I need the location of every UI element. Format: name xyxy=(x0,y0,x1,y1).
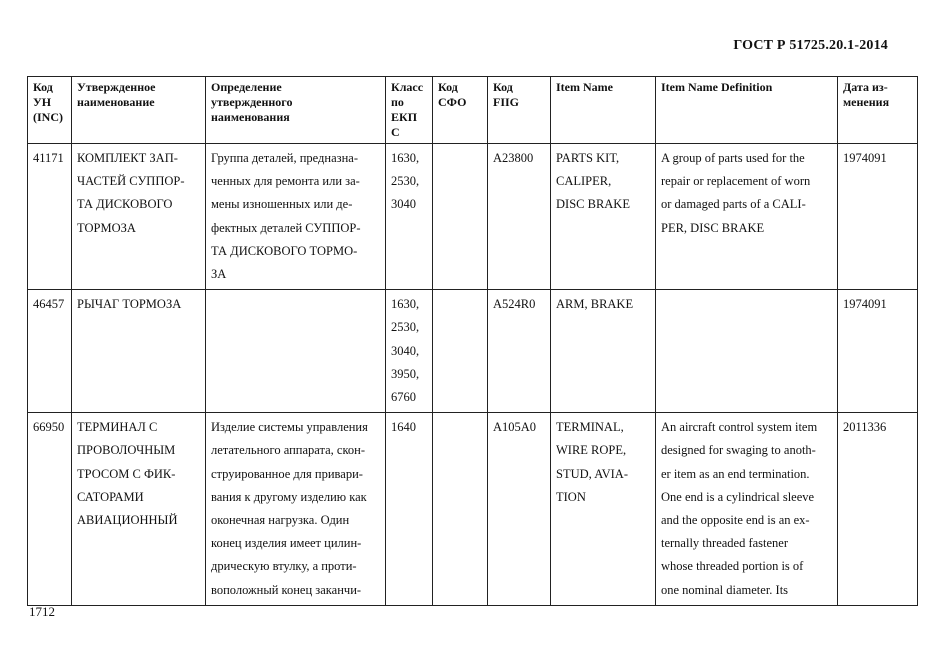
text-line: ЕКП xyxy=(391,110,418,124)
text-line: and the opposite end is an ex- xyxy=(661,513,810,528)
table-row xyxy=(28,290,918,413)
text-line: 3040 xyxy=(391,197,416,212)
text-line: An aircraft control system item xyxy=(661,420,818,435)
text-line: по xyxy=(391,95,404,109)
text-line: 1630, xyxy=(391,297,420,312)
cell-approved-name xyxy=(72,290,206,413)
text-line: фектных деталей СУППОР- xyxy=(211,220,361,235)
text-line: Item Name xyxy=(556,80,613,94)
text-line: A group of parts used for the xyxy=(661,151,805,165)
text-line: Item Name Definition xyxy=(661,80,773,94)
text-line: PER, DISC BRAKE xyxy=(661,220,765,235)
header-inc-code xyxy=(28,77,72,144)
header-approved-name xyxy=(72,77,206,144)
text-line: One end is a cylindrical sleeve xyxy=(661,489,815,504)
text-line: Дата из- xyxy=(843,80,888,94)
cell-inc: 46457 xyxy=(28,290,72,413)
text-line: ПРОВОЛОЧНЫМ xyxy=(77,443,176,458)
text-line: ТОРМОЗА xyxy=(77,220,136,235)
text-line: TERMINAL, xyxy=(556,420,624,435)
text-line: струированное для привари- xyxy=(211,466,363,481)
text-line: С xyxy=(391,125,400,139)
table-row xyxy=(28,144,918,290)
text-line: ТРОСОМ С ФИК- xyxy=(77,466,176,481)
text-line: оконечная нагрузка. Один xyxy=(211,513,350,528)
cell-change-date: 1974091 xyxy=(838,290,918,413)
text-line: designed for swaging to anoth- xyxy=(661,443,816,458)
cell-item-name xyxy=(551,290,656,413)
text-line: КОМПЛЕКТ ЗАП- xyxy=(77,151,178,165)
text-line: FIIG xyxy=(493,95,520,109)
text-line: whose threaded portion is of xyxy=(661,559,804,574)
text-line: ТА ДИСКОВОГО ТОРМО- xyxy=(211,243,358,258)
header-item-name-definition xyxy=(656,77,838,144)
text-line: or damaged parts of a CALI- xyxy=(661,197,806,212)
text-line: ТА ДИСКОВОГО xyxy=(77,197,173,212)
catalog-table xyxy=(27,76,918,606)
text-line: дрическую втулку, а проти- xyxy=(211,559,357,574)
header-name-definition xyxy=(206,77,386,144)
text-line: repair or replacement of worn xyxy=(661,174,811,189)
table-header-row xyxy=(28,77,918,144)
text-line: наименования xyxy=(211,110,290,124)
cell-fiig-code: A105A0 xyxy=(488,413,551,606)
header-fiig-code xyxy=(488,77,551,144)
header-sfo-code xyxy=(433,77,488,144)
text-line: TION xyxy=(556,489,586,504)
cell-item-definition xyxy=(656,144,838,290)
cell-ekps-class xyxy=(386,144,433,290)
cell-ekps-class xyxy=(386,413,433,606)
text-line: CALIPER, xyxy=(556,174,612,189)
table-row xyxy=(28,413,918,606)
text-line: one nominal diameter. Its xyxy=(661,582,789,597)
page-number: 1712 xyxy=(29,604,55,619)
cell-definition xyxy=(206,144,386,290)
text-line: ЧАСТЕЙ СУППОР- xyxy=(77,174,185,189)
text-line: Группа деталей, предназна- xyxy=(211,151,358,165)
cell-item-definition xyxy=(656,290,838,413)
text-line: 3950, xyxy=(391,366,420,381)
text-line: мены изношенных или де- xyxy=(211,197,353,212)
text-line: 6760 xyxy=(391,390,416,405)
cell-item-definition xyxy=(656,413,838,606)
text-line: РЫЧАГ ТОРМОЗА xyxy=(77,297,182,312)
cell-sfo-code xyxy=(433,290,488,413)
cell-change-date: 2011336 xyxy=(838,413,918,606)
text-line: летательного аппарата, скон- xyxy=(211,443,365,458)
header-item-name xyxy=(551,77,656,144)
cell-approved-name xyxy=(72,144,206,290)
text-line: воположный конец заканчи- xyxy=(211,582,362,597)
text-line: ченных для ремонта или за- xyxy=(211,174,360,189)
text-line: ternally threaded fastener xyxy=(661,536,789,551)
text-line: АВИАЦИОННЫЙ xyxy=(77,513,178,528)
text-line: Класс xyxy=(391,80,424,94)
text-line: 2530, xyxy=(391,320,420,335)
text-line: утвержденного xyxy=(211,95,293,109)
text-line: Код xyxy=(438,80,458,94)
text-line: 3040, xyxy=(391,343,420,358)
text-line: конец изделия имеет цилин- xyxy=(211,536,362,551)
cell-approved-name xyxy=(72,413,206,606)
cell-inc: 66950 xyxy=(28,413,72,606)
text-line: ARM, BRAKE xyxy=(556,297,634,312)
text-line: СФО xyxy=(438,95,467,109)
cell-item-name xyxy=(551,413,656,606)
text-line: PARTS KIT, xyxy=(556,151,620,165)
text-line: САТОРАМИ xyxy=(77,489,144,504)
cell-change-date: 1974091 xyxy=(838,144,918,290)
text-line: er item as an end termination. xyxy=(661,466,810,481)
header-ekps-class xyxy=(386,77,433,144)
cell-fiig-code: A524R0 xyxy=(488,290,551,413)
text-line: 2530, xyxy=(391,174,420,189)
text-line: STUD, AVIA- xyxy=(556,466,628,481)
cell-sfo-code xyxy=(433,413,488,606)
text-line: вания к другому изделию как xyxy=(211,489,367,504)
text-line: Код xyxy=(33,80,53,94)
text-line: менения xyxy=(843,95,890,109)
cell-inc: 41171 xyxy=(28,144,72,290)
text-line: Изделие системы управления xyxy=(211,420,368,435)
cell-definition xyxy=(206,290,386,413)
text-line: ТЕРМИНАЛ С xyxy=(77,420,158,435)
cell-item-name xyxy=(551,144,656,290)
text-line: 1640 xyxy=(391,420,416,435)
document-standard-number: ГОСТ Р 51725.20.1-2014 xyxy=(733,38,888,53)
text-line: Определение xyxy=(211,80,282,94)
text-line: Код xyxy=(493,80,513,94)
cell-fiig-code: A23800 xyxy=(488,144,551,290)
cell-ekps-class xyxy=(386,290,433,413)
cell-sfo-code xyxy=(433,144,488,290)
text-line: (INC) xyxy=(33,110,63,124)
text-line: наименование xyxy=(77,95,155,109)
text-line: WIRE ROPE, xyxy=(556,443,627,458)
text-line: ЗА xyxy=(211,267,227,282)
text-line: Утвержденное xyxy=(77,80,156,94)
text-line: DISC BRAKE xyxy=(556,197,630,212)
text-line: 1630, xyxy=(391,151,420,165)
text-line: УН xyxy=(33,95,52,109)
cell-definition xyxy=(206,413,386,606)
header-change-date xyxy=(838,77,918,144)
